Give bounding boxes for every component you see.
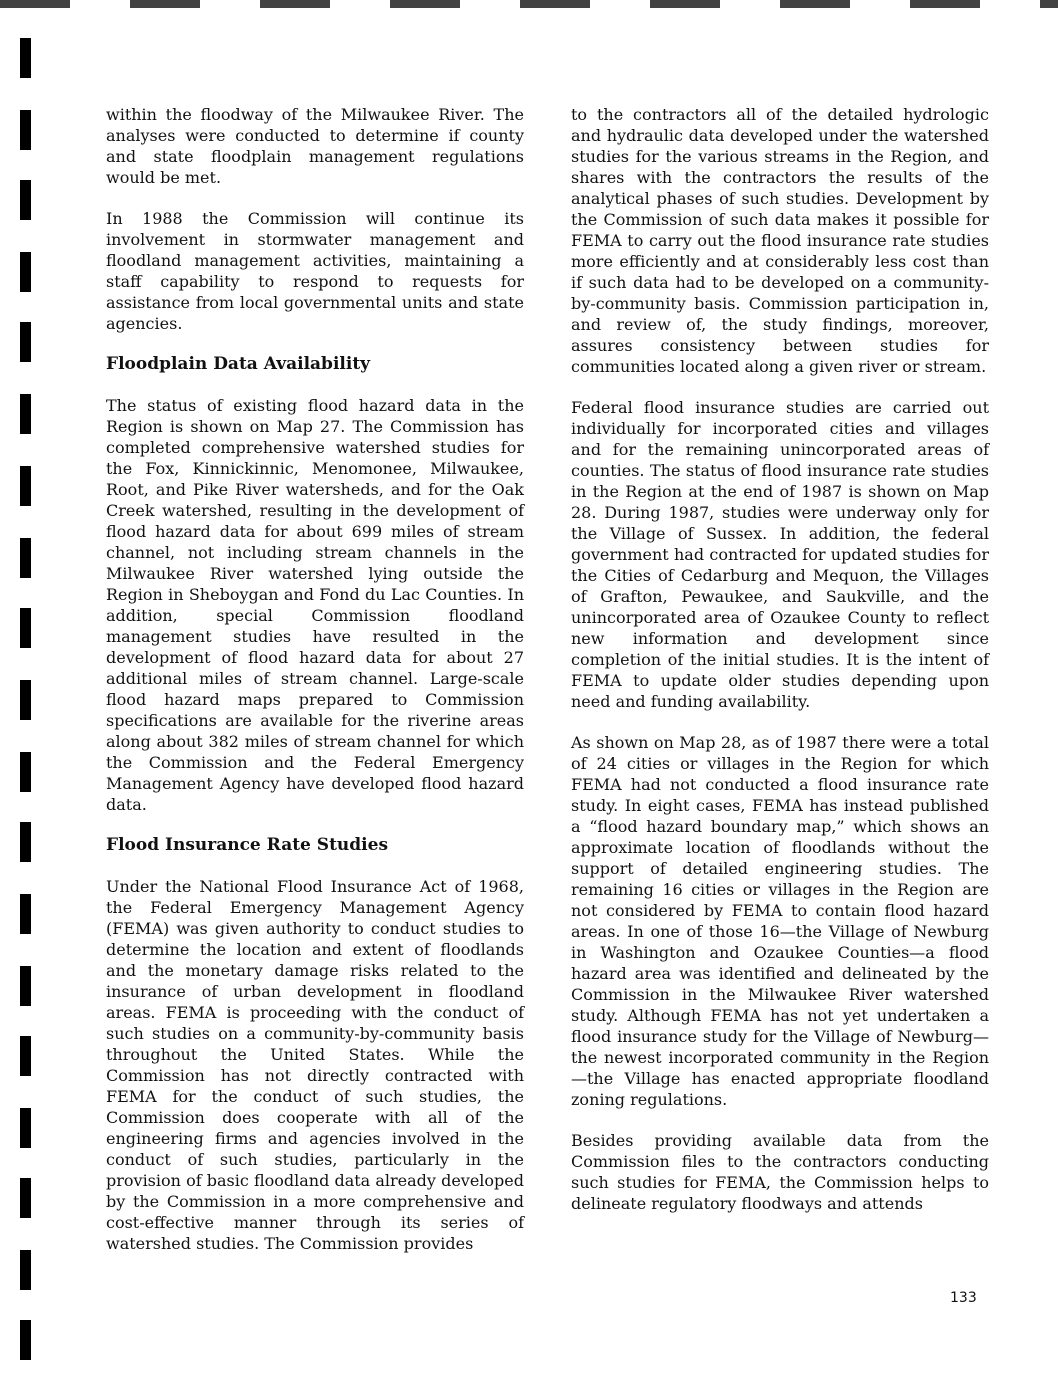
section-heading-flood-insurance: Flood Insurance Rate Studies [106, 835, 389, 855]
paragraph: to the contractors all of the detailed hydrologic and hydraulic data developed under the watershed studies for the various streams in the Region, and shares with the contractors the results of the analytical phases of such studies. Development by the Commission of such data makes it possible for FEMA to carry out the flood insurance rate studies more efficiently and at considerably less cost than if such data had to be developed on a community-by-community basis. Commission participation in, and review of, the study findings, moreover, assures consistency between studies for communities located along a given river or stream. [571, 105, 989, 376]
binding-mark [20, 38, 31, 78]
binding-mark [20, 180, 31, 220]
paragraph: Besides providing available data from the Commission files to the contractors conducting such studies for FEMA, the Commission helps to delineate regulatory floodways and attends [571, 1131, 989, 1213]
right-column [571, 104, 989, 1234]
section-heading-floodplain-data: Floodplain Data Availability [106, 354, 371, 374]
scan-top-edge [0, 0, 1058, 8]
binding-mark [20, 466, 31, 506]
binding-mark [20, 1320, 31, 1360]
binding-mark [20, 608, 31, 648]
paragraph: within the floodway of the Milwaukee River. The analyses were conducted to determine if county and state floodplain management regulations would be met. [106, 105, 524, 187]
binding-mark [20, 538, 31, 578]
paragraph: In 1988 the Commission will continue its involvement in stormwater management and floodland management activities, maintaining a staff capability to respond to requests for assistance from local governmental units and state agencies. [106, 209, 524, 333]
binding-mark [20, 966, 31, 1006]
binding-mark [20, 680, 31, 720]
paragraph: Federal flood insurance studies are carried out individually for incorporated cities and villages and for the remaining unincorporated areas of counties. The status of flood insurance rate studies in the Region at the end of 1987 is shown on Map 28. During 1987, studies were underway only for the Village of Sussex. In addition, the federal government had contracted for updated studies for the Cities of Cedarburg and Mequon, the Villages of Grafton, Pewaukee, and Saukville, and the unincorporated area of Ozaukee County to reflect new information and development since completion of the initial studies. It is the intent of FEMA to update older studies depending upon need and funding availability. [571, 398, 989, 711]
paragraph: The status of existing flood hazard data in the Region is shown on Map 27. The Commission has completed comprehensive watershed studies for the Fox, Kinnickinnic, Menomonee, Milwaukee, Root, and Pike River watersheds, and for the Oak Creek watershed, resulting in the development of flood hazard data for about 699 miles of stream channel, not including stream channels in the Milwaukee River watershed lying outside the Region in Sheboygan and Fond du Lac Counties. In addition, special Commission floodland management studies have resulted in the development of flood hazard data for about 27 additional miles of stream channel. Large-scale flood hazard maps prepared to Commission specifications are available for the riverine areas along about 382 miles of stream channel for which the Commission and the Federal Emergency Management Agency have developed flood hazard data. [106, 396, 524, 814]
binding-mark [20, 322, 31, 362]
binding-mark [20, 252, 31, 292]
binding-mark [20, 1036, 31, 1076]
paragraph: Under the National Flood Insurance Act of 1968, the Federal Emergency Management Agency (FEMA) was given authority to conduct studies to determine the location and extent of floodlands and the monetary damage risks related to the insurance of urban development in floodland areas. FEMA is proceeding with the conduct of such studies on a community-by-community basis throughout the United States. While the Commission has not directly contracted with FEMA for the conduct of such studies, the Commission does cooperate with all of the engineering firms and agencies involved in the conduct of such studies, particularly in the provision of basic floodland data already developed by the Commission in a more comprehensive and cost-effective manner through its series of watershed studies. The Commission provides [106, 877, 524, 1253]
binding-mark [20, 110, 31, 150]
paragraph: As shown on Map 28, as of 1987 there were a total of 24 cities or villages in the Region for which FEMA had not conducted a flood insurance rate study. In eight cases, FEMA has instead published a “flood hazard boundary map,” which shows an approximate location of floodlands without the support of detailed engineering studies. The remaining 16 cities or villages in the Region are not considered by FEMA to contain flood hazard areas. In one of those 16—the Village of Newburg in Washington and Ozaukee Counties—a flood hazard area was identified and delineated by the Commission in the Milwaukee River watershed study. Although FEMA has not yet undertaken a flood insurance study for the Village of Newburg—the newest incorporated community in the Region—the Village has enacted appropriate floodland zoning regulations. [571, 733, 989, 1109]
page-number: 133 [950, 1290, 977, 1306]
left-column [106, 104, 524, 1274]
binding-mark [20, 822, 31, 862]
binding-mark [20, 1178, 31, 1218]
binding-mark [20, 752, 31, 792]
binding-mark [20, 394, 31, 434]
binding-mark [20, 894, 31, 934]
binding-mark [20, 1108, 31, 1148]
binding-mark [20, 1250, 31, 1290]
